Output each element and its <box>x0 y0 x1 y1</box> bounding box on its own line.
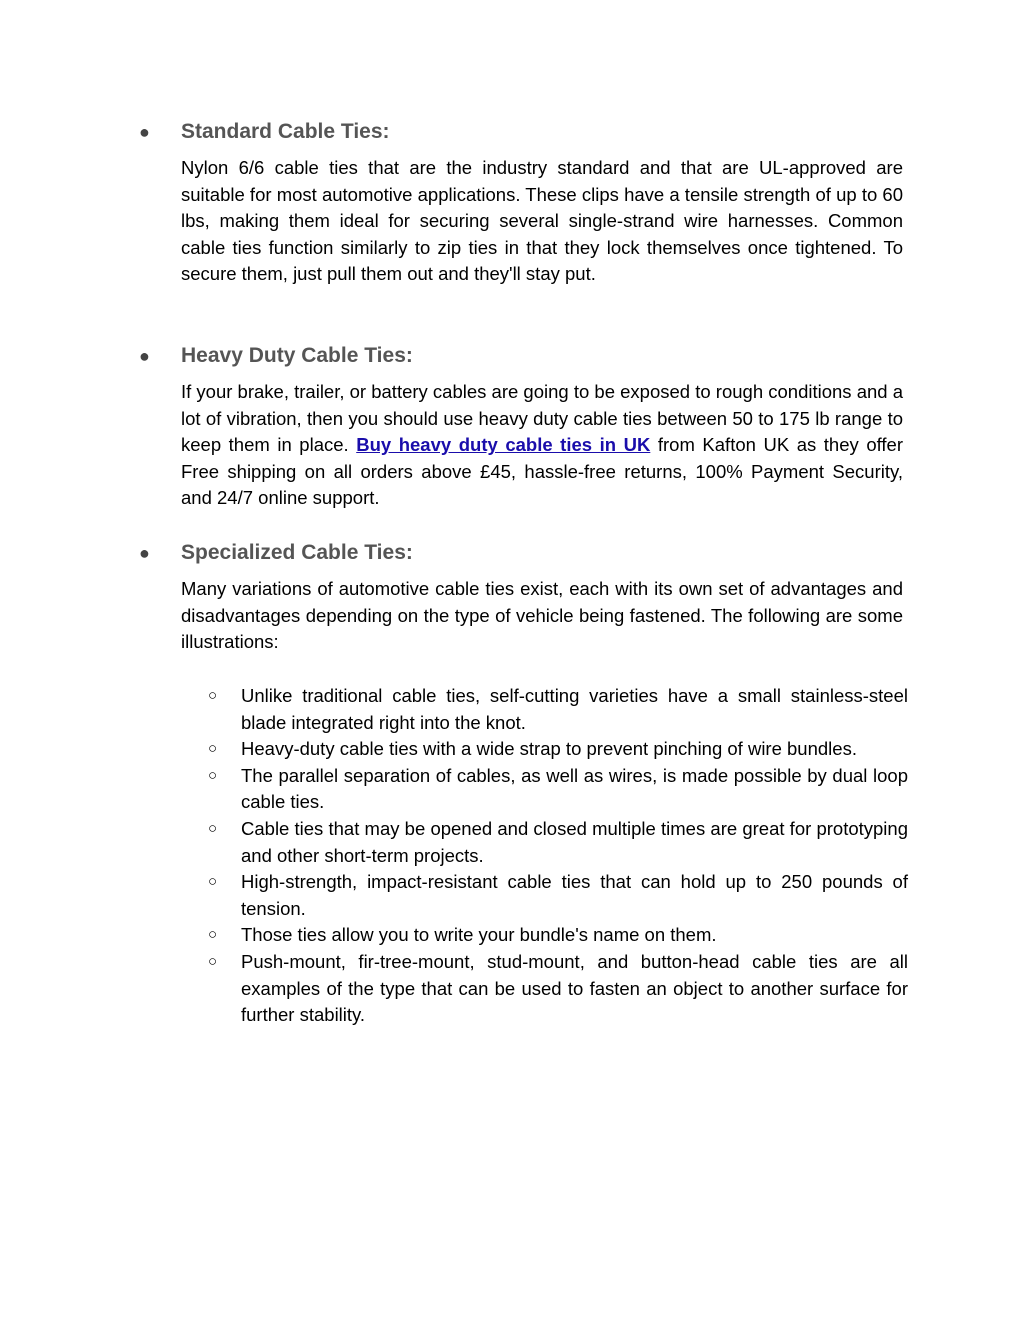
list-item-text: High-strength, impact-resistant cable ties that can hold up to 250 pounds of tension. <box>241 871 908 919</box>
section-heading-row <box>139 117 909 147</box>
list-item <box>208 736 908 763</box>
list-item-text: Those ties allow you to write your bundle's name on them. <box>241 924 717 946</box>
section-heading-row <box>139 538 909 568</box>
section-heavy-duty-cable-ties <box>139 341 909 512</box>
list-item <box>208 763 908 816</box>
list-marker: ○ <box>208 952 218 970</box>
list-marker: ○ <box>208 873 218 891</box>
section-heading: Specialized Cable Ties: <box>181 541 413 564</box>
list-item-text: Push-mount, fir-tree-mount, stud-mount, and button-head cable ties are all examples of the type that can be used to fasten an object to another surface for further stability. <box>241 950 908 1026</box>
list-marker: ○ <box>208 740 218 758</box>
paragraph-text: from Kafton UK as they offer Free shipping on all orders above £45, hassle-free returns, 100% Payment Security, and 24/7 online support. <box>181 434 903 509</box>
list-item <box>208 683 908 736</box>
list-item-text: Heavy-duty cable ties with a wide strap to prevent pinching of wire bundles. <box>241 738 857 760</box>
list-item-text: The parallel separation of cables, as well as wires, is made possible by dual loop cable ties. <box>241 764 908 813</box>
list-marker: ○ <box>208 687 218 704</box>
list-item-text: Cable ties that may be opened and closed multiple times are great for prototyping and other short-term projects. <box>241 817 908 866</box>
section-heading: Standard Cable Ties: <box>181 120 390 143</box>
list-item <box>208 949 908 1029</box>
section-heading: Heavy Duty Cable Ties: <box>181 344 413 367</box>
buy-heavy-duty-cable-ties-link[interactable]: Buy heavy duty cable ties in UK <box>356 434 651 456</box>
list-item <box>208 816 908 869</box>
section-specialized-cable-ties <box>139 538 909 656</box>
section-heading-row <box>139 341 909 371</box>
section-standard-cable-ties <box>139 117 909 288</box>
paragraph-text: If your brake, trailer, or battery cables are going to be exposed to rough conditions and a lot of vibration, then you should use heavy duty cable ties between 50 to 175 lb range to keep them in place. <box>181 381 903 456</box>
list-item <box>208 869 908 922</box>
list-marker: ○ <box>208 819 218 837</box>
section-paragraph: Nylon 6/6 cable ties that are the industry standard and that are UL-approved are suitable for most automotive applications. These clips have a tensile strength of up to 60 lbs, making them ideal for securing several single-strand wire harnesses. Common cable ties function similarly to zip ties in that they lock themselves once tightened. To secure them, just pull them out and they'll stay put. <box>181 157 903 285</box>
bullet-marker: ● <box>139 543 150 563</box>
list-item-text: Unlike traditional cable ties, self-cutting varieties have a small stainless-steel blade integrated right into the knot. <box>241 685 908 733</box>
specialized-ties-list <box>208 683 908 1029</box>
bullet-marker: ● <box>139 346 150 366</box>
bullet-marker: ● <box>139 122 150 142</box>
list-item <box>208 922 908 949</box>
list-marker: ○ <box>208 926 218 944</box>
section-paragraph: Many variations of automotive cable ties exist, each with its own set of advantages and disadvantages depending on the type of vehicle being fastened. The following are some illustrations: <box>181 578 903 653</box>
list-marker: ○ <box>208 766 218 784</box>
section-paragraph <box>181 379 903 512</box>
